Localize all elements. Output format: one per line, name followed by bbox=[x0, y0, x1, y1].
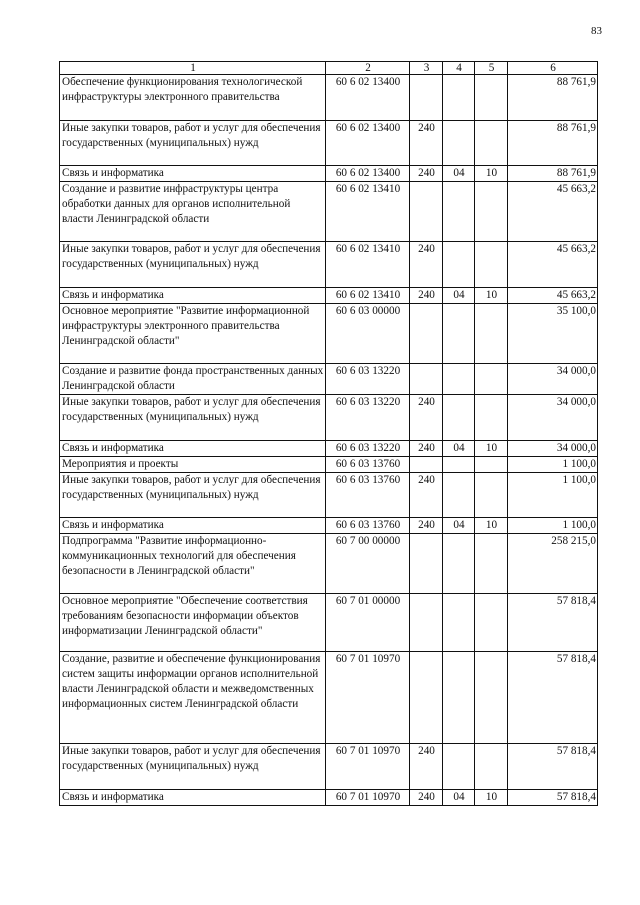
table-row bbox=[60, 395, 598, 441]
cell-name: Иные закупки товаров, работ и услуг для обеспечения государственных (муниципальных) нужд bbox=[60, 473, 326, 518]
cell-rz: 04 bbox=[443, 288, 475, 304]
cell-pr: 10 bbox=[475, 166, 508, 182]
cell-rz: 04 bbox=[443, 518, 475, 534]
header-cell: 4 bbox=[443, 62, 475, 75]
cell-vr bbox=[410, 364, 443, 395]
page-number: 83 bbox=[591, 25, 602, 37]
cell-amount: 1 100,0 bbox=[508, 518, 598, 534]
cell-vr bbox=[410, 304, 443, 364]
cell-vr bbox=[410, 182, 443, 242]
cell-amount: 34 000,0 bbox=[508, 395, 598, 441]
cell-vr: 240 bbox=[410, 121, 443, 166]
cell-pr bbox=[475, 473, 508, 518]
cell-amount: 35 100,0 bbox=[508, 304, 598, 364]
header-cell: 3 bbox=[410, 62, 443, 75]
cell-rz bbox=[443, 534, 475, 594]
cell-pr bbox=[475, 534, 508, 594]
cell-rz bbox=[443, 395, 475, 441]
table-row bbox=[60, 121, 598, 166]
cell-name: Основное мероприятие "Обеспечение соответствия требованиям безопасности информации объектов информатизации Ленинградской области" bbox=[60, 594, 326, 652]
cell-pr bbox=[475, 457, 508, 473]
cell-rz bbox=[443, 594, 475, 652]
cell-pr: 10 bbox=[475, 790, 508, 806]
table-row bbox=[60, 790, 598, 806]
table-row bbox=[60, 441, 598, 457]
cell-rz bbox=[443, 457, 475, 473]
cell-vr bbox=[410, 534, 443, 594]
table-row bbox=[60, 288, 598, 304]
header-cell: 2 bbox=[326, 62, 410, 75]
cell-pr bbox=[475, 182, 508, 242]
cell-pr bbox=[475, 242, 508, 288]
cell-code: 60 6 02 13410 bbox=[326, 242, 410, 288]
table-row bbox=[60, 534, 598, 594]
cell-vr: 240 bbox=[410, 473, 443, 518]
cell-name: Связь и информатика bbox=[60, 441, 326, 457]
cell-amount: 45 663,2 bbox=[508, 288, 598, 304]
cell-amount: 34 000,0 bbox=[508, 364, 598, 395]
cell-vr bbox=[410, 457, 443, 473]
cell-vr bbox=[410, 652, 443, 744]
cell-name: Связь и информатика bbox=[60, 288, 326, 304]
cell-vr bbox=[410, 75, 443, 121]
cell-amount: 88 761,9 bbox=[508, 166, 598, 182]
table-row bbox=[60, 652, 598, 744]
table-row bbox=[60, 182, 598, 242]
cell-code: 60 6 03 13760 bbox=[326, 473, 410, 518]
cell-code: 60 7 01 00000 bbox=[326, 594, 410, 652]
cell-vr: 240 bbox=[410, 441, 443, 457]
cell-amount: 57 818,4 bbox=[508, 594, 598, 652]
cell-name: Иные закупки товаров, работ и услуг для обеспечения государственных (муниципальных) нужд bbox=[60, 395, 326, 441]
cell-pr bbox=[475, 652, 508, 744]
cell-rz: 04 bbox=[443, 166, 475, 182]
cell-amount: 1 100,0 bbox=[508, 457, 598, 473]
cell-rz bbox=[443, 304, 475, 364]
cell-vr: 240 bbox=[410, 166, 443, 182]
cell-code: 60 6 02 13400 bbox=[326, 166, 410, 182]
cell-amount: 1 100,0 bbox=[508, 473, 598, 518]
cell-name: Мероприятия и проекты bbox=[60, 457, 326, 473]
cell-vr: 240 bbox=[410, 790, 443, 806]
cell-vr: 240 bbox=[410, 242, 443, 288]
table-row bbox=[60, 166, 598, 182]
cell-vr: 240 bbox=[410, 744, 443, 790]
cell-code: 60 6 02 13410 bbox=[326, 182, 410, 242]
cell-code: 60 6 02 13410 bbox=[326, 288, 410, 304]
cell-code: 60 6 03 13760 bbox=[326, 518, 410, 534]
cell-rz bbox=[443, 744, 475, 790]
cell-name: Создание и развитие инфраструктуры центра обработки данных для органов исполнительной власти Ленинградской области bbox=[60, 182, 326, 242]
cell-amount: 258 215,0 bbox=[508, 534, 598, 594]
cell-amount: 57 818,4 bbox=[508, 790, 598, 806]
cell-pr bbox=[475, 395, 508, 441]
cell-rz bbox=[443, 652, 475, 744]
header-row bbox=[60, 62, 598, 75]
table-row bbox=[60, 744, 598, 790]
cell-amount: 88 761,9 bbox=[508, 75, 598, 121]
table-row bbox=[60, 518, 598, 534]
cell-pr bbox=[475, 594, 508, 652]
cell-name: Создание и развитие фонда пространственных данных Ленинградской области bbox=[60, 364, 326, 395]
header-cell: 6 bbox=[508, 62, 598, 75]
cell-name: Иные закупки товаров, работ и услуг для обеспечения государственных (муниципальных) нужд bbox=[60, 744, 326, 790]
cell-name: Связь и информатика bbox=[60, 518, 326, 534]
cell-name: Связь и информатика bbox=[60, 166, 326, 182]
header-cell: 1 bbox=[60, 62, 326, 75]
cell-code: 60 6 03 00000 bbox=[326, 304, 410, 364]
cell-amount: 34 000,0 bbox=[508, 441, 598, 457]
cell-code: 60 7 01 10970 bbox=[326, 790, 410, 806]
cell-pr: 10 bbox=[475, 518, 508, 534]
cell-code: 60 6 03 13220 bbox=[326, 364, 410, 395]
cell-name: Основное мероприятие "Развитие информационной инфраструктуры электронного правительства Ленинградской области" bbox=[60, 304, 326, 364]
cell-vr: 240 bbox=[410, 288, 443, 304]
cell-amount: 57 818,4 bbox=[508, 652, 598, 744]
cell-pr bbox=[475, 364, 508, 395]
cell-pr bbox=[475, 304, 508, 364]
table-row bbox=[60, 75, 598, 121]
cell-rz bbox=[443, 364, 475, 395]
table-row bbox=[60, 594, 598, 652]
table-row bbox=[60, 473, 598, 518]
cell-code: 60 7 01 10970 bbox=[326, 744, 410, 790]
cell-name: Иные закупки товаров, работ и услуг для обеспечения государственных (муниципальных) нужд bbox=[60, 242, 326, 288]
cell-vr: 240 bbox=[410, 518, 443, 534]
header-cell: 5 bbox=[475, 62, 508, 75]
cell-rz bbox=[443, 473, 475, 518]
cell-pr bbox=[475, 75, 508, 121]
table-row bbox=[60, 457, 598, 473]
cell-rz bbox=[443, 75, 475, 121]
cell-vr bbox=[410, 594, 443, 652]
cell-amount: 88 761,9 bbox=[508, 121, 598, 166]
cell-code: 60 7 01 10970 bbox=[326, 652, 410, 744]
cell-name: Связь и информатика bbox=[60, 790, 326, 806]
cell-pr: 10 bbox=[475, 441, 508, 457]
cell-amount: 57 818,4 bbox=[508, 744, 598, 790]
cell-amount: 45 663,2 bbox=[508, 242, 598, 288]
table-row bbox=[60, 304, 598, 364]
cell-pr bbox=[475, 121, 508, 166]
cell-vr: 240 bbox=[410, 395, 443, 441]
cell-rz: 04 bbox=[443, 790, 475, 806]
cell-name: Иные закупки товаров, работ и услуг для обеспечения государственных (муниципальных) нужд bbox=[60, 121, 326, 166]
cell-pr: 10 bbox=[475, 288, 508, 304]
cell-pr bbox=[475, 744, 508, 790]
table-body bbox=[60, 75, 598, 806]
cell-code: 60 6 03 13220 bbox=[326, 441, 410, 457]
cell-code: 60 6 03 13220 bbox=[326, 395, 410, 441]
cell-name: Подпрограмма "Развитие информационно-коммуникационных технологий для обеспечения безопасности в Ленинградской области" bbox=[60, 534, 326, 594]
table-row bbox=[60, 364, 598, 395]
cell-rz bbox=[443, 242, 475, 288]
budget-table bbox=[59, 61, 598, 806]
cell-name: Обеспечение функционирования технологической инфраструктуры электронного правительства bbox=[60, 75, 326, 121]
cell-code: 60 7 00 00000 bbox=[326, 534, 410, 594]
cell-rz bbox=[443, 121, 475, 166]
cell-code: 60 6 02 13400 bbox=[326, 121, 410, 166]
cell-name: Создание, развитие и обеспечение функционирования систем защиты информации органов исполнительной власти Ленинградской области и межведомственных информационных систем Ленинградской области bbox=[60, 652, 326, 744]
cell-code: 60 6 03 13760 bbox=[326, 457, 410, 473]
cell-amount: 45 663,2 bbox=[508, 182, 598, 242]
cell-rz bbox=[443, 182, 475, 242]
cell-code: 60 6 02 13400 bbox=[326, 75, 410, 121]
cell-rz: 04 bbox=[443, 441, 475, 457]
table-row bbox=[60, 242, 598, 288]
